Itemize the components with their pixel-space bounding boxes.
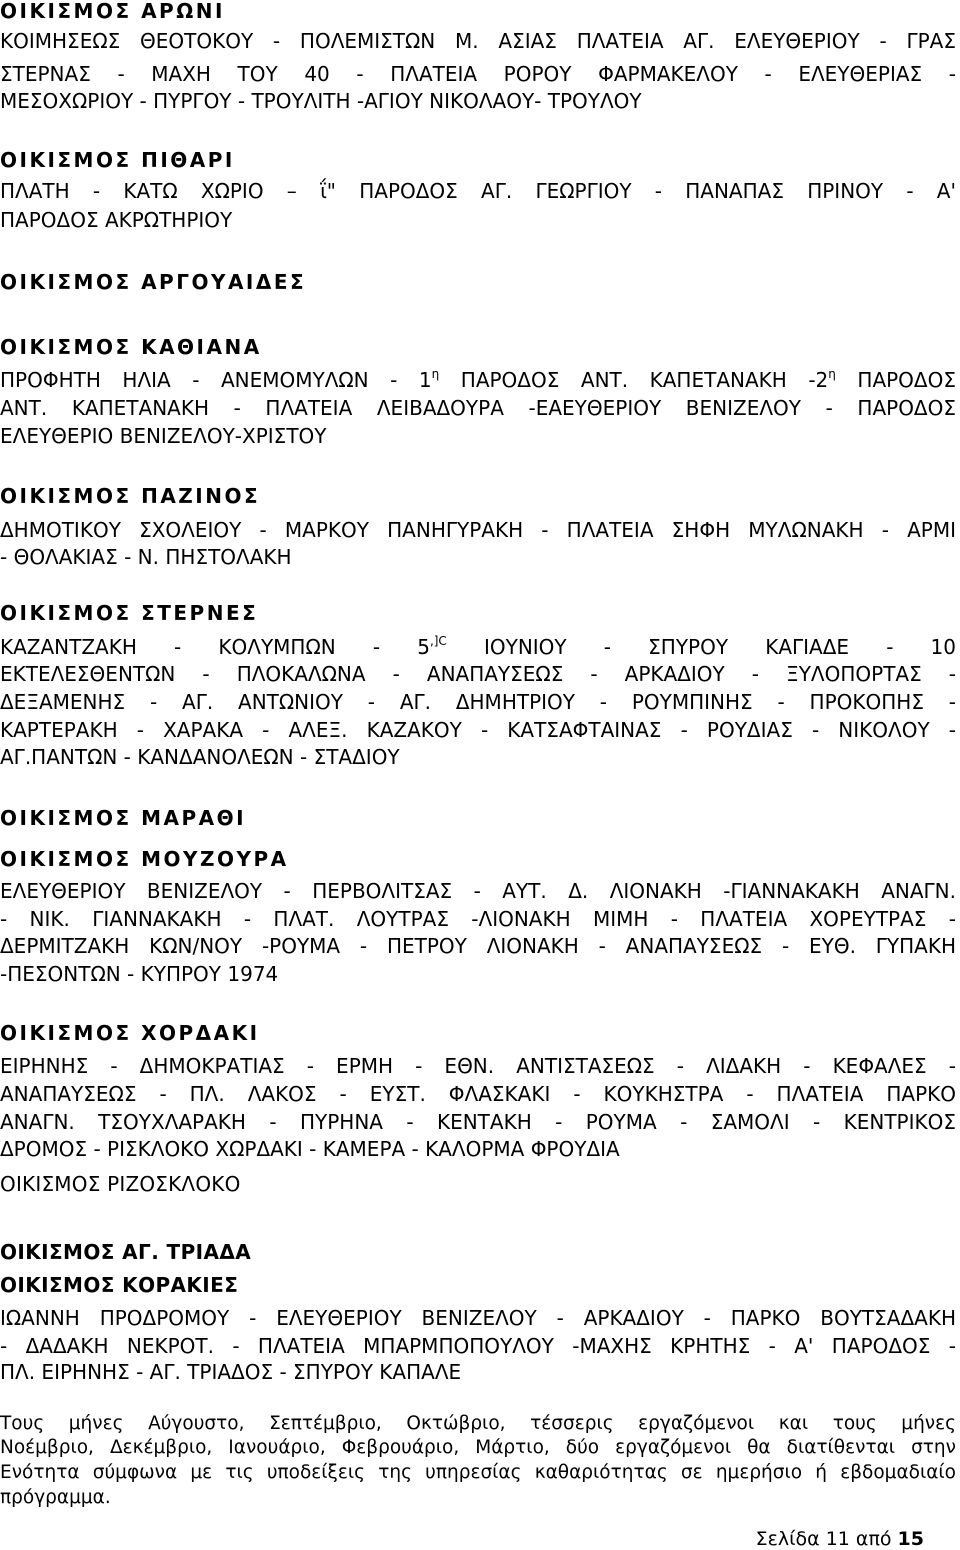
street-line: - ΔΑΔΑΚΗ ΝΕΚΡΟΤ. - ΠΛΑΤΕΙΑ ΜΠΑΡΜΠΟΠΟΥΛΟΥ -ΜΑΧΗΣ ΚΡΗΤΗΣ - Α' ΠΑΡΟΔΟΣ - bbox=[0, 1334, 956, 1358]
street-line: ΠΛΑΤΗ - ΚΑΤΩ ΧΩΡΙΟ – ΐ" ΠΑΡΟΔΟΣ ΑΓ. ΓΕΩΡΓΙΟΥ - ΠΑΝΑΠΑΣ ΠΡΙΝΟΥ - Α' bbox=[0, 179, 956, 203]
note-line: πρόγραμμα. bbox=[0, 1487, 111, 1508]
section-title-korakies: ΟΙΚΙΣΜΟΣ ΚΟΡΑΚΙΕΣ bbox=[0, 1273, 239, 1297]
street-line: ΠΛ. ΕΙΡΗΝΗΣ - ΑΓ. ΤΡΙΑΔΟΣ - ΣΠΥΡΟΥ ΚΑΠΑΛΕ bbox=[0, 1360, 462, 1384]
street-line bbox=[0, 636, 956, 658]
street-line: ΕΙΡΗΝΗΣ - ΔΗΜΟΚΡΑΤΙΑΣ - ΕΡΜΗ - ΕΘΝ. ΑΝΤΙΣΤΑΣΕΩΣ - ΛΙΔΑΚΗ - ΚΕΦΑΛΕΣ - bbox=[0, 1054, 956, 1078]
street-line: ΑΓ.ΠΑΝΤΩΝ - ΚΑΝΔΑΝΟΛΕΩΝ - ΣΤΑΔΙΟΥ bbox=[0, 745, 400, 769]
street-line: ΑΝΑΓΝ. ΤΣΟΥΧΛΑΡΑΚΗ - ΠΥΡΗΝΑ - ΚΕΝΤΑΚΗ - ΡΟΥΜΑ - ΣΑΜΟΛΙ - ΚΕΝΤΡΙΚΟΣ bbox=[0, 1110, 956, 1134]
section-title-kathiana: ΟΙΚΙΣΜΟΣ ΚΑΘΙΑΝΑ bbox=[0, 335, 262, 359]
ordinal-suffix: ,]C bbox=[429, 634, 447, 648]
street-text: ΠΡΟΦΗΤΗ ΗΛΙΑ - ΑΝΕΜΟΜΥΛΩΝ - 1 bbox=[0, 368, 432, 392]
street-line bbox=[0, 369, 956, 391]
street-text: ΠΑΡΟΔΟΣ ΑΝΤ. ΚΑΠΕΤΑΝΑΚΗ -2 bbox=[439, 368, 829, 392]
street-text: ΙΟΥΝΙΟΥ - ΣΠΥΡΟΥ ΚΑΓΙΑΔΕ - 10 bbox=[446, 635, 956, 659]
section-title-sternes: ΟΙΚΙΣΜΟΣ ΣΤΕΡΝΕΣ bbox=[0, 601, 259, 625]
ordinal-suffix: η bbox=[431, 367, 440, 381]
ordinal-suffix: η bbox=[828, 367, 836, 381]
street-line: ΙΩΑΝΝΗ ΠΡΟΔΡΟΜΟΥ - ΕΛΕΥΘΕΡΙΟΥ ΒΕΝΙΖΕΛΟΥ - ΑΡΚΑΔΙΟΥ - ΠΑΡΚΟ ΒΟΥΤΣΑΔΑΚΗ bbox=[0, 1306, 956, 1330]
street-line: ΑΝΑΠΑΥΣΕΩΣ - ΠΛ. ΛΑΚΟΣ - ΕΥΣΤ. ΦΛΑΣΚΑΚΙ - ΚΟΥΚΗΣΤΡΑ - ΠΛΑΤΕΙΑ ΠΑΡΚΟ bbox=[0, 1082, 956, 1106]
street-line: ΚΟΙΜΗΣΕΩΣ ΘΕΟΤΟΚΟΥ - ΠΟΛΕΜΙΣΤΩΝ Μ. ΑΣΙΑΣ ΠΛΑΤΕΙΑ ΑΓ. ΕΛΕΥΘΕΡΙΟΥ - ΓΡΑΣ bbox=[0, 29, 956, 53]
section-title-ag-triada: ΟΙΚΙΣΜΟΣ ΑΓ. ΤΡΙΑΔΑ bbox=[0, 1240, 252, 1264]
page-total: 15 bbox=[897, 1528, 924, 1550]
street-text: ΠΑΡΟΔΟΣ bbox=[835, 368, 956, 392]
street-line: - ΘΟΛΑΚΙΑΣ - Ν. ΠΗΣΤΟΛΑΚΗ bbox=[0, 545, 292, 569]
street-line: ΣΤΕΡΝΑΣ - ΜΑΧΗ ΤΟΥ 40 - ΠΛΑΤΕΙΑ ΡΟΡΟΥ ΦΑΡΜΑΚΕΛΟΥ - ΕΛΕΥΘΕΡΙΑΣ - bbox=[0, 62, 956, 86]
section-title-aroni: ΟΙΚΙΣΜΟΣ ΑΡΩΝΙ bbox=[0, 0, 225, 23]
section-title-mouzoura: ΟΙΚΙΣΜΟΣ ΜΟΥΖΟΥΡΑ bbox=[0, 847, 289, 871]
note-line: Τους μήνες Αύγουστο, Σεπτέμβριο, Οκτώβριο, τέσσερις εργαζόμενοι και τους μήνες bbox=[0, 1413, 956, 1434]
street-line: ΚΑΡΤΕΡΑΚΗ - ΧΑΡΑΚΑ - ΑΛΕΞ. ΚΑΖΑΚΟΥ - ΚΑΤΣΑΦΤΑΙΝΑΣ - ΡΟΥΔΙΑΣ - ΝΙΚΟΛΟΥ - bbox=[0, 718, 956, 742]
note-line: Ενότητα σύμφωνα με τις υποδείξεις της υπηρεσίας καθαριότητας σε ημερήσιο ή εβδομαδιαίο bbox=[0, 1462, 956, 1483]
street-line: ΕΛΕΥΘΕΡΙΟ ΒΕΝΙΖΕΛΟΥ-ΧΡΙΣΤΟΥ bbox=[0, 424, 327, 448]
section-title-rizosklokos: ΟΙΚΙΣΜΟΣ ΡΙΖΟΣΚΛΟΚΟ bbox=[0, 1172, 241, 1196]
section-title-chordaki: ΟΙΚΙΣΜΟΣ ΧΟΡΔΑΚΙ bbox=[0, 1021, 260, 1045]
street-line: ΕΚΤΕΛΕΣΘΕΝΤΩΝ - ΠΛΟΚΑΛΩΝΑ - ΑΝΑΠΑΥΣΕΩΣ - ΑΡΚΑΔΙΟΥ - ΞΥΛΟΠΟΡΤΑΣ - bbox=[0, 662, 956, 686]
street-line: ΜΕΣΟΧΩΡΙΟΥ - ΠΥΡΓΟΥ - ΤΡΟΥΛΙΤΗ -ΑΓΙΟΥ ΝΙΚΟΛΑΟΥ- ΤΡΟΥΛΟΥ bbox=[0, 89, 642, 113]
section-title-pithari: ΟΙΚΙΣΜΟΣ ΠΙΘΑΡΙ bbox=[0, 148, 235, 172]
note-line: Νοέμβριο, Δεκέμβριο, Ιανουάριο, Φεβρουάριο, Μάρτιο, δύο εργαζόμενοι θα διατίθενται στην bbox=[0, 1437, 956, 1458]
street-line: ΔΡΟΜΟΣ - ΡΙΣΚΛΟΚΟ ΧΩΡΔΑΚΙ - ΚΑΜΕΡΑ - ΚΑΛΟΡΜΑ ΦΡΟΥΔΙΑ bbox=[0, 1137, 620, 1161]
section-title-pazinos: ΟΙΚΙΣΜΟΣ ΠΑΖΙΝΟΣ bbox=[0, 484, 261, 508]
page-number-prefix: Σελίδα 11 από bbox=[755, 1528, 898, 1550]
street-line: ΑΝΤ. ΚΑΠΕΤΑΝΑΚΗ - ΠΛΑΤΕΙΑ ΛΕΙΒΑΔΟΥΡΑ -ΕΑΕΥΘΕΡΙΟΥ ΒΕΝΙΖΕΛΟΥ - ΠΑΡΟΔΟΣ bbox=[0, 396, 956, 420]
section-title-argouaides: ΟΙΚΙΣΜΟΣ ΑΡΓΟΥΑΙΔΕΣ bbox=[0, 270, 307, 294]
street-text: ΚΑΖΑΝΤΖΑΚΗ - ΚΟΛΥΜΠΩΝ - 5 bbox=[0, 635, 430, 659]
street-line: ΔΕΡΜΙΤΖΑΚΗ ΚΩΝ/ΝΟΥ -ΡΟΥΜΑ - ΠΕΤΡΟΥ ΛΙΟΝΑΚΗ - ΑΝΑΠΑΥΣΕΩΣ - ΕΥΘ. ΓΥΠΑΚΗ bbox=[0, 934, 956, 958]
street-line: ΔΕΞΑΜΕΝΗΣ - ΑΓ. ΑΝΤΩΝΙΟΥ - ΑΓ. ΔΗΜΗΤΡΙΟΥ - ΡΟΥΜΠΙΝΗΣ - ΠΡΟΚΟΠΗΣ - bbox=[0, 690, 956, 714]
street-line: -ΠΕΣΟΝΤΩΝ - ΚΥΠΡΟΥ 1974 bbox=[0, 962, 279, 986]
street-line: ΔΗΜΟΤΙΚΟΥ ΣΧΟΛΕΙΟΥ - ΜΑΡΚΟΥ ΠΑΝΗΓΥΡΑΚΗ - ΠΛΑΤΕΙΑ ΣΗΦΗ ΜΥΛΩΝΑΚΗ - ΑΡΜΙ bbox=[0, 518, 956, 542]
section-title-marathi: ΟΙΚΙΣΜΟΣ ΜΑΡΑΘΙ bbox=[0, 806, 247, 830]
page-number bbox=[756, 1528, 924, 1550]
street-line: - ΝΙΚ. ΓΙΑΝΝΑΚΑΚΗ - ΠΛΑΤ. ΛΟΥΤΡΑΣ -ΛΙΟΝΑΚΗ ΜΙΜΗ - ΠΛΑΤΕΙΑ ΧΟΡΕΥΤΡΑΣ - bbox=[0, 907, 956, 931]
street-line: ΕΛΕΥΘΕΡΙΟΥ ΒΕΝΙΖΕΛΟΥ - ΠΕΡΒΟΛΙΤΣΑΣ - ΑΥΤ. Δ. ΛΙΟΝΑΚΗ -ΓΙΑΝΝΑΚΑΚΗ ΑΝΑΓΝ. bbox=[0, 879, 956, 903]
street-line: ΠΑΡΟΔΟΣ ΑΚΡΩΤΗΡΙΟΥ bbox=[0, 208, 233, 232]
